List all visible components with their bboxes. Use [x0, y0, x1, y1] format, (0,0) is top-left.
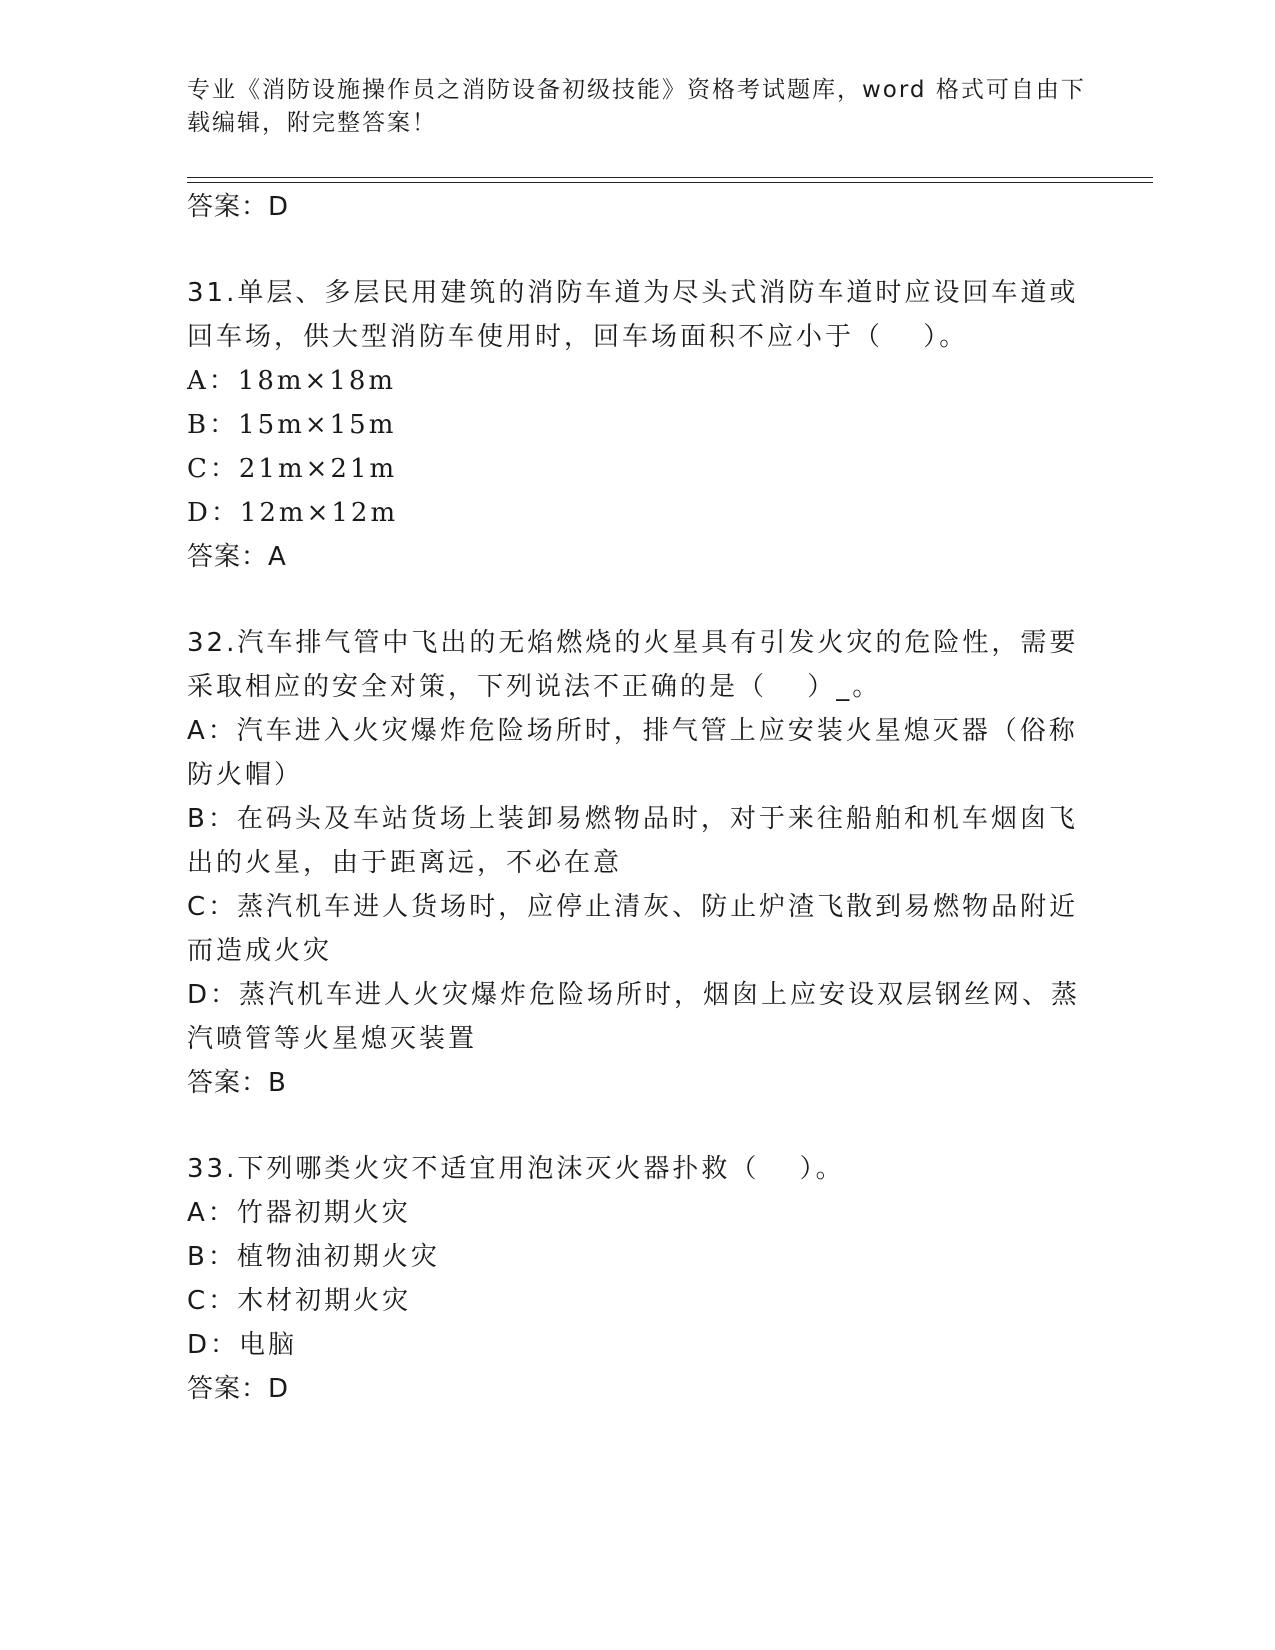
- header-rule-bottom: [187, 182, 1153, 183]
- q33-option-a: A：竹器初期火灾: [187, 1198, 411, 1228]
- q32-answer: 答案：B: [187, 1068, 287, 1098]
- header-line-1: 专业《消防设施操作员之消防设备初级技能》资格考试题库，word 格式可自由下: [187, 77, 1086, 103]
- q31-option-a: A：18m×18m: [187, 366, 397, 396]
- q33-option-b: B：植物油初期火灾: [187, 1242, 440, 1272]
- q31-answer: 答案：A: [187, 542, 287, 572]
- q32-option-c-line-1: C：蒸汽机车进人货场时，应停止清灰、防止炉渣飞散到易燃物品附近: [187, 892, 1079, 922]
- header-line-2: 载编辑，附完整答案！: [187, 110, 437, 136]
- q31-option-b: B：15m×15m: [187, 410, 397, 440]
- q32-option-c-line-2: 而造成火灾: [187, 936, 333, 966]
- q31-option-c: C：21m×21m: [187, 454, 398, 484]
- q32-option-d-line-2: 汽喷管等火星熄灭装置: [187, 1024, 478, 1054]
- q31-stem-line-1: 31.单层、多层民用建筑的消防车道为尽头式消防车道时应设回车道或: [187, 278, 1079, 308]
- q31-option-d: D：12m×12m: [187, 498, 399, 528]
- document-header: [187, 74, 1087, 140]
- q33-stem-line-1: 33.下列哪类火灾不适宜用泡沫灭火器扑救（ ）。: [187, 1154, 845, 1184]
- q33-option-d: D：电脑: [187, 1330, 298, 1360]
- previous-answer: 答案：D: [187, 192, 290, 222]
- q33-answer: 答案：D: [187, 1374, 290, 1404]
- header-rule-top: [187, 177, 1153, 178]
- q32-stem-line-2: 采取相应的安全对策，下列说法不正确的是（ ）_。: [187, 672, 882, 702]
- q32-option-a-line-1: A：汽车进入火灾爆炸危险场所时，排气管上应安装火星熄灭器（俗称: [187, 716, 1078, 746]
- q32-option-a-line-2: 防火帽）: [187, 760, 304, 790]
- q32-option-d-line-1: D：蒸汽机车进人火灾爆炸危险场所时，烟囱上应安设双层钢丝网、蒸: [187, 980, 1081, 1010]
- q31-stem-line-2: 回车场，供大型消防车使用时，回车场面积不应小于（ ）。: [187, 322, 969, 352]
- q32-option-b-line-2: 出的火星，由于距离远，不必在意: [187, 848, 623, 878]
- q33-option-c: C：木材初期火灾: [187, 1286, 412, 1316]
- q32-option-b-line-1: B：在码头及车站货场上装卸易燃物品时，对于来往船舶和机车烟囱飞: [187, 804, 1078, 834]
- q32-stem-line-1: 32.汽车排气管中飞出的无焰燃烧的火星具有引发火灾的危险性，需要: [187, 628, 1079, 658]
